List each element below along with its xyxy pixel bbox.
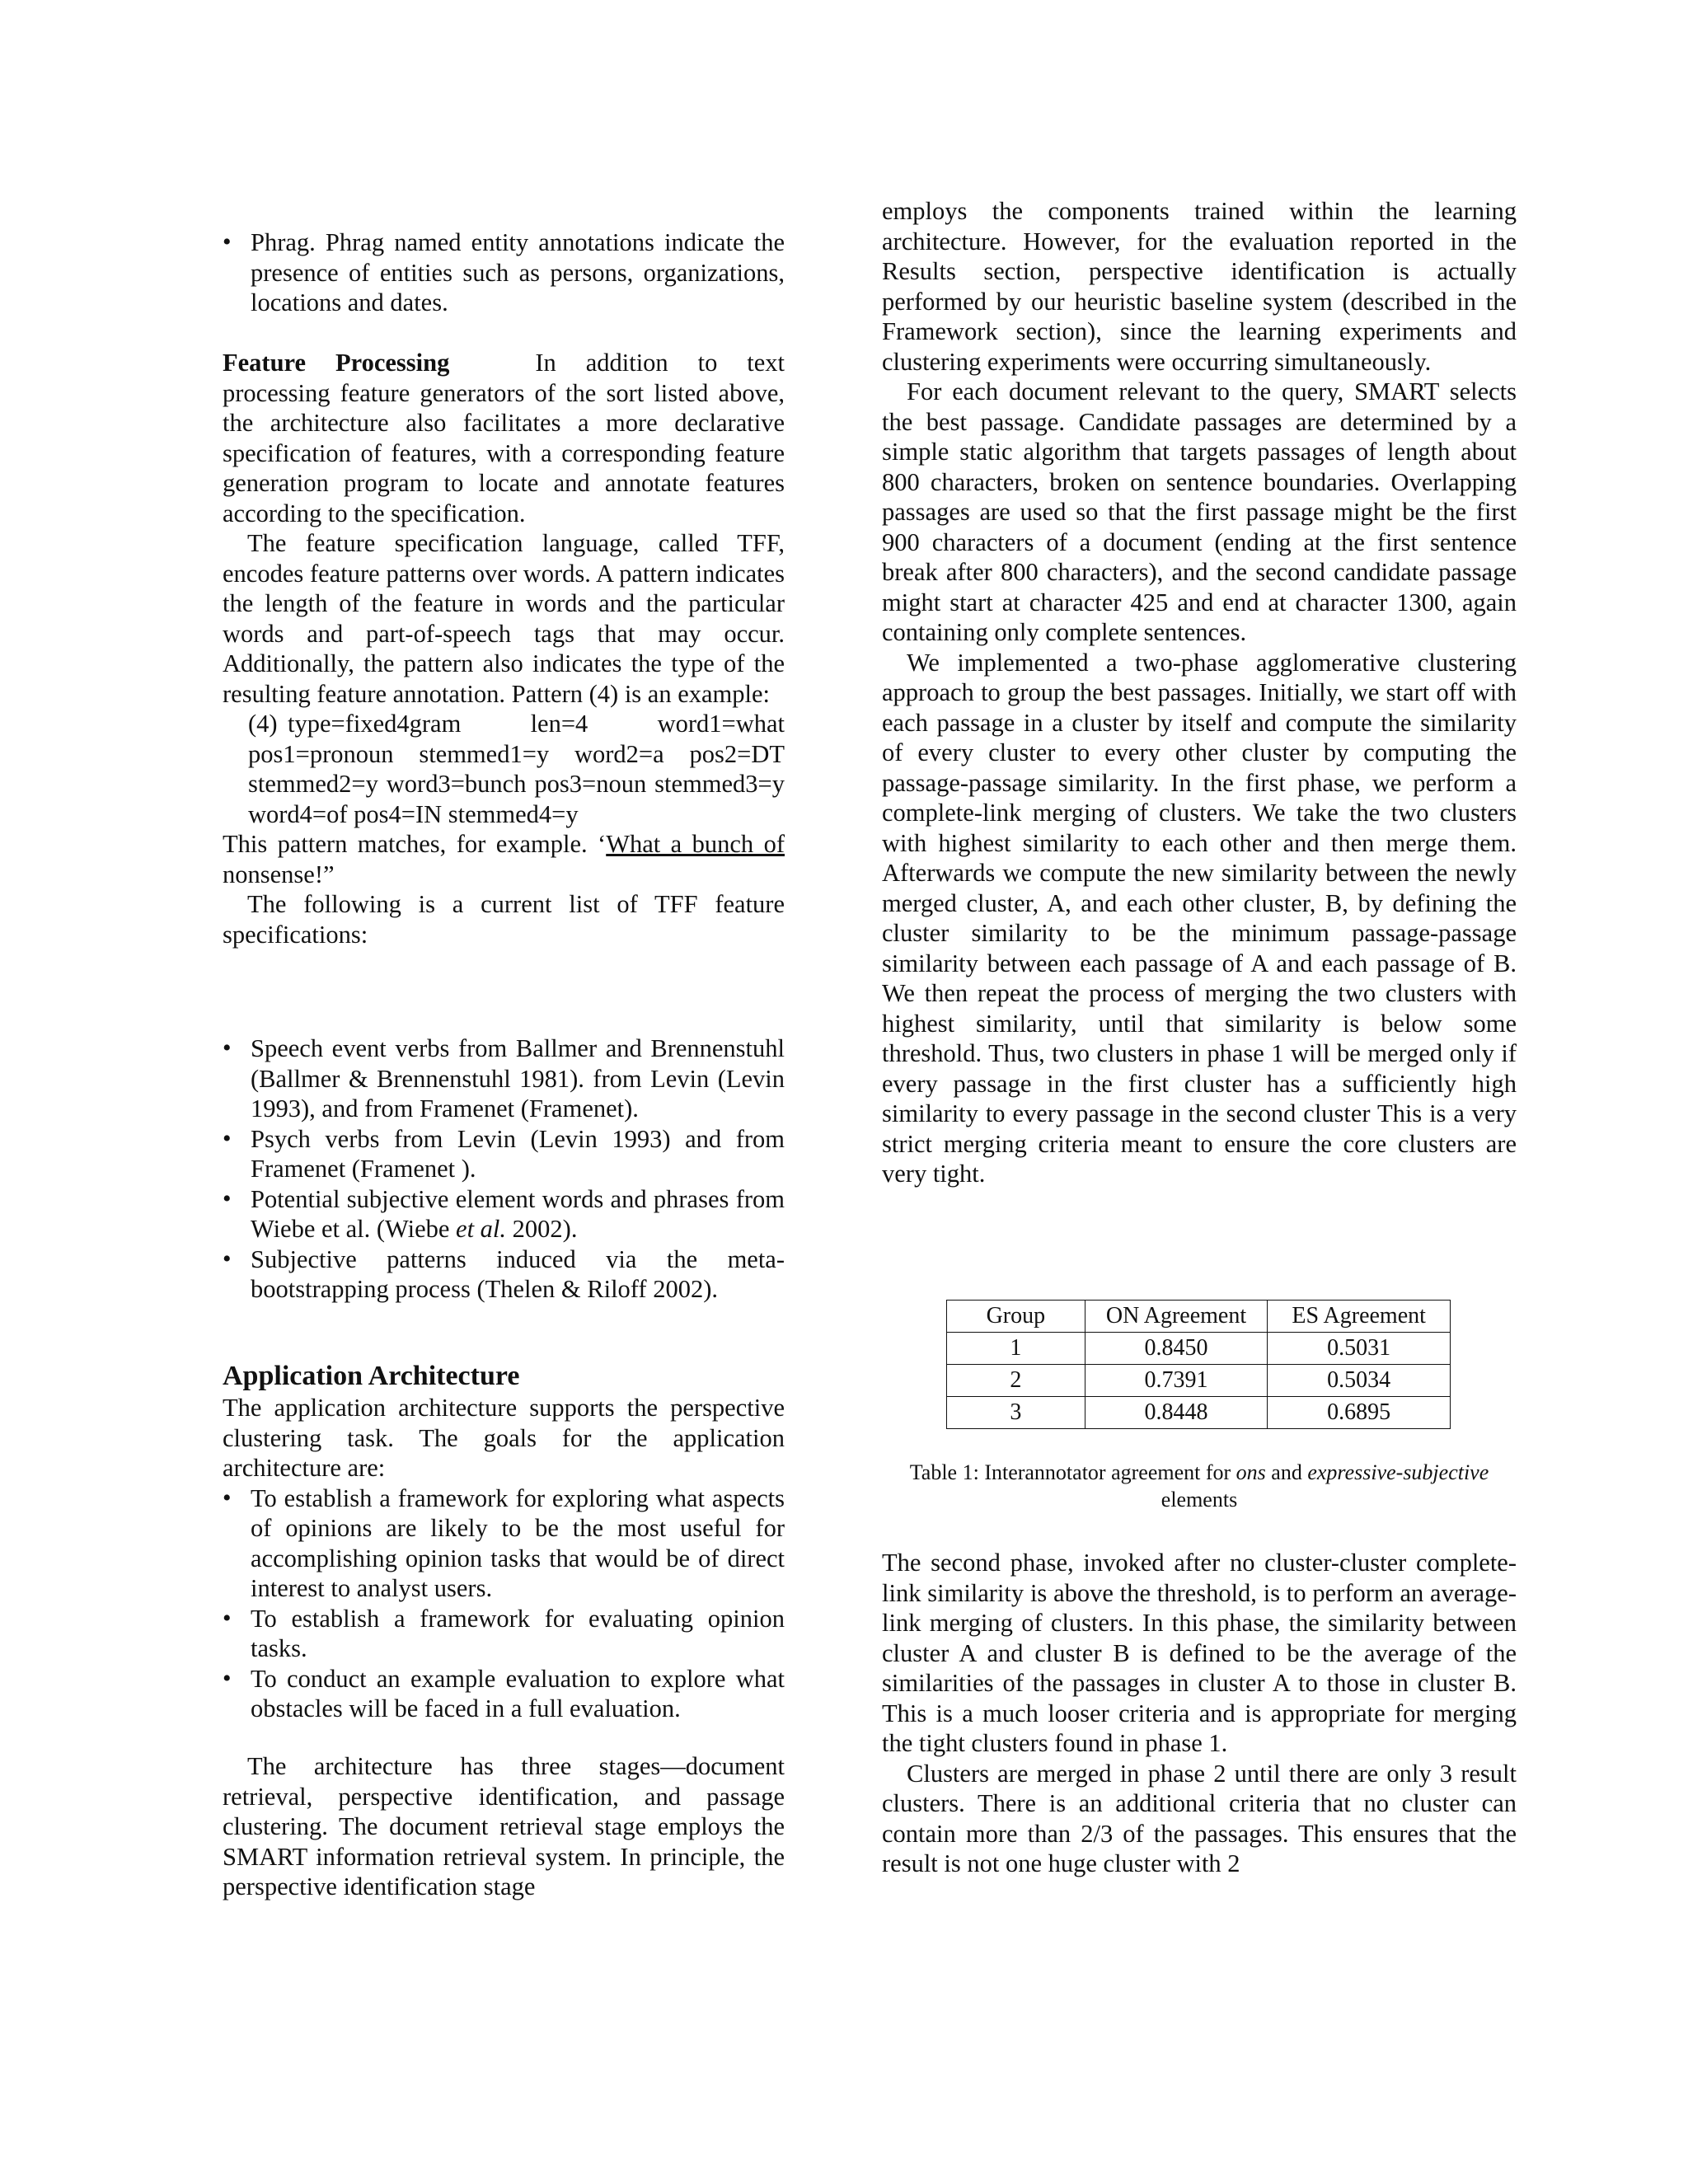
match-suffix: nonsense!” [223,860,335,888]
list-intro: The following is a current list of TFF feature specifications: [223,890,785,949]
agreement-table [946,1300,1451,1429]
right-column-text-bottom [882,1548,1517,1879]
wiebe-suffix: 2002). [506,1215,578,1243]
pattern-4 [223,709,785,829]
caption-suffix: elements [1160,1488,1238,1511]
table-cell: 0.8448 [1085,1397,1268,1429]
app-arch-intro: The application architecture supports the perspective clustering task. The goals for the application architecture are: [223,1394,785,1482]
caption-es: expressive-subjective [1307,1460,1489,1484]
continuation-paragraph: employs the components trained within the learning architecture. However, for the evaluation reported in the Results section, perspective identification is actually performed by our heuristic baseline system (described in the Framework section), since the learning experiments and clustering experiments were occurring simultaneously. [882,197,1517,376]
phrag-list [223,227,785,318]
tff-paragraph: The feature specification language, called TFF, encodes feature patterns over words. A pattern indicates the length of the feature in words and the particular words and part-of-speech tags that may occur. Additionally, the pattern also indicates the type of the resulting feature annotation. Pattern (4) is an example: [223,529,785,708]
match-underlined: What a bunch of [606,830,785,858]
table-cell: 0.5031 [1268,1333,1451,1365]
table-cell: 2 [947,1365,1085,1397]
goals-list [223,1483,785,1724]
feature-processing-section [223,348,785,949]
clustering-paragraph: We implemented a two-phase agglomerative clustering approach to group the best passages. Initially, we start off with each passage in a cluster by itself and compute the similarity of every cluster to every other cluster by computing the passage-passage similarity. In the first phase, we perform a complete-link merging of clusters. We take the two clusters with highest similarity to each other and then merge them. Afterwards we compute the new similarity between the newly merged cluster, A, and each other cluster, B, by defining the cluster similarity to be the minimum passage-passage similarity between each passage of A and each passage of B. We then repeat the process of merging the two clusters with highest similarity, until that similarity is below some threshold. Thus, two clusters in phase 1 will be merged only if every passage in the first cluster has a sufficiently high similarity to every passage in the second cluster This is a very strict merging criteria meant to ensure the core clusters are very tight. [882,648,1517,1188]
phase2-paragraph: Clusters are merged in phase 2 until there are only 3 result clusters. There is an additional criteria that no cluster can contain more than 2/3 of the passages. This ensures that the result is not one huge cluster with 2 [882,1759,1517,1877]
wiebe-prefix: Potential subjective element words and phrases from Wiebe et al. (Wiebe [251,1184,785,1243]
table-cell: 1 [947,1333,1085,1365]
table-cell: 0.6895 [1268,1397,1451,1429]
section-heading: Application Architecture [223,1361,520,1391]
smart-paragraph: For each document relevant to the query, SMART selects the best passage. Candidate passages are determined by a simple static algorithm that targets passages of length about 800 characters, broken on sentence boundaries. Overlapping passages are used so that the first passage might be the first 900 characters of a document (ending at the first sentence break after 800 characters), and the second candidate passage might start at character 425 and end at character 1300, again containing only complete sentences. [882,377,1517,646]
table-caption [882,1459,1517,1513]
table-cell: 3 [947,1397,1085,1429]
right-column-text-top [882,196,1517,1189]
second-phase-paragraph: The second phase, invoked after no cluster-cluster complete-link similarity is above the threshold, is to perform an average-link merging of clusters. In this phase, the similarity between cluster A and cluster B is defined to be the average of the similarities of the passages in cluster A to those in cluster B. This is a much looser criteria and is appropriate for merging the tight clusters found in phase 1. [882,1549,1517,1757]
list-item: • To conduct an example evaluation to explore what obstacles will be faced in a full evaluation. [223,1664,785,1724]
table-row [947,1333,1451,1365]
table-header-cell: Group [947,1301,1085,1333]
match-prefix: This pattern matches, for example. ‘ [223,830,607,858]
pattern-number: (4) [248,710,278,738]
list-item: • To establish a framework for exploring what aspects of opinions are likely to be the most useful for accomplishing opinion tasks that would be of direct interest to analyst users. [223,1483,785,1604]
feature-processing-heading: Feature Processing [223,349,450,377]
table-header-row [947,1301,1451,1333]
phrag-bullet: • Phrag. Phrag named entity annotations indicate the presence of entities such as persons, organizations, locations and dates. [223,227,785,318]
pattern-text: type=fixed4gram len=4 word1=what pos1=pronoun stemmed1=y word2=a pos2=DT stemmed2=y word3=bunch pos3=noun stemmed3=y word4=of pos4=IN stemmed4=y [248,710,785,828]
application-architecture-section [223,1360,785,1724]
caption-prefix: Table 1: Interannotator agreement for [909,1460,1236,1484]
list-item: • Speech event verbs from Ballmer and Brennenstuhl (Ballmer & Brennenstuhl 1981). from Levin (Levin 1993), and from Framenet (Framenet). [223,1033,785,1124]
list-item [223,1184,785,1244]
table-cell: 0.5034 [1268,1365,1451,1397]
list-item: • To establish a framework for evaluating opinion tasks. [223,1604,785,1664]
table-cell: 0.8450 [1085,1333,1268,1365]
table-header-cell: ES Agreement [1268,1301,1451,1333]
list-item: • Psych verbs from Levin (Levin 1993) and from Framenet (Framenet ). [223,1124,785,1184]
feature-processing-paragraph [223,348,785,528]
table-row [947,1397,1451,1429]
pattern-match-example [223,829,785,889]
stages-paragraph: The architecture has three stages—document retrieval, perspective identification, and passage clustering. The document retrieval stage employs the SMART information retrieval system. In principle, the perspective identification stage [223,1752,785,1900]
table-cell: 0.7391 [1085,1365,1268,1397]
wiebe-italic: et al. [456,1215,507,1243]
tff-feature-list [223,1033,785,1305]
table-row [947,1365,1451,1397]
feature-processing-text: In addition to text processing feature generators of the sort listed above, the architecture also facilitates a more declarative specification of features, with a corresponding feature generation program to locate and annotate features according to the specification. [223,349,785,527]
list-item: • Subjective patterns induced via the meta-bootstrapping process (Thelen & Riloff 2002). [223,1244,785,1305]
caption-and: and [1265,1460,1308,1484]
table-header-cell: ON Agreement [1085,1301,1268,1333]
caption-ons: ons [1236,1460,1266,1484]
